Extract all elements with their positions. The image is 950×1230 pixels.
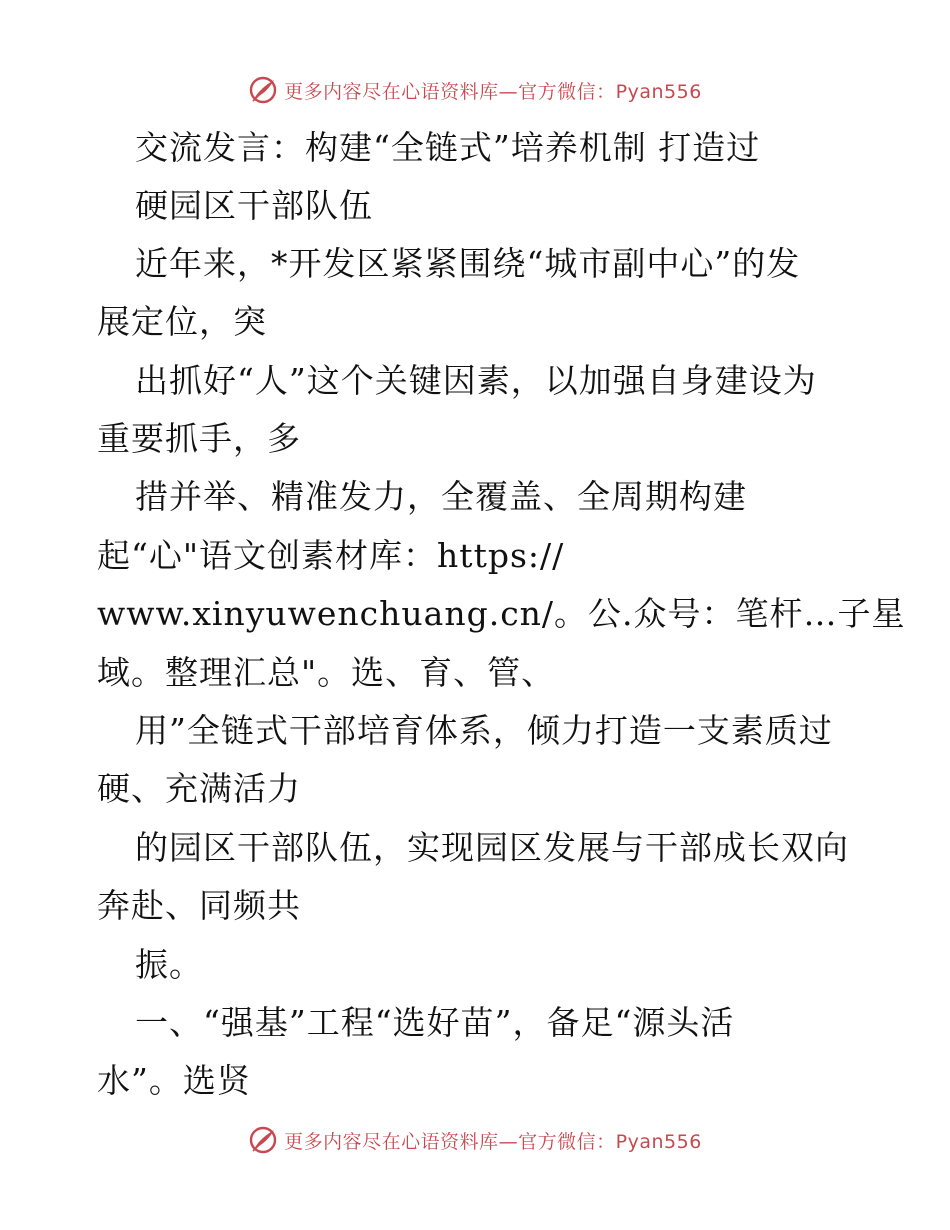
- text-line: 的园区干部队伍，实现园区发展与干部成长双向: [135, 828, 849, 867]
- text-line: 硬、充满活力: [97, 769, 301, 808]
- text-line: 奔赴、同频共: [97, 886, 301, 925]
- text-line: 近年来，*开发区紧紧围绕“城市副中心”的发: [135, 244, 801, 283]
- text-line: 硬园区干部队伍: [135, 186, 373, 225]
- text-line: 水”。选贤: [97, 1061, 251, 1100]
- header-watermark-banner: [0, 70, 950, 110]
- text-line: 域。整理汇总"。选、育、管、: [97, 653, 556, 692]
- text-line: 重要抓手，多: [97, 419, 301, 458]
- watermark-text: 更多内容尽在心语资料库—官方微信：Pyan556: [284, 80, 702, 103]
- text-line: 措并举、精准发力，全覆盖、全周期构建: [135, 477, 747, 516]
- text-line: 振。: [135, 945, 203, 984]
- text-line: 展定位，突: [97, 302, 267, 341]
- watermark-text: 更多内容尽在心语资料库—官方微信：Pyan556: [284, 1130, 702, 1153]
- footer-watermark-banner: [0, 1120, 950, 1160]
- text-line: 起“心"语文创素材库：https://: [97, 536, 565, 575]
- text-line: 用”全链式干部培育体系，倾力打造一支素质过: [135, 711, 833, 750]
- feather-pen-logo-icon: [248, 75, 278, 105]
- text-line: 出抓好“人”这个关键因素，以加强自身建设为: [135, 361, 817, 400]
- text-line: 一、“强基”工程“选好苗”，备足“源头活: [135, 1003, 735, 1042]
- text-line: www.xinyuwenchuang.cn/。公.众号：笔杆…子星: [97, 594, 906, 633]
- feather-pen-logo-icon: [248, 1125, 278, 1155]
- text-line: 交流发言：构建“全链式”培养机制 打造过: [135, 128, 761, 167]
